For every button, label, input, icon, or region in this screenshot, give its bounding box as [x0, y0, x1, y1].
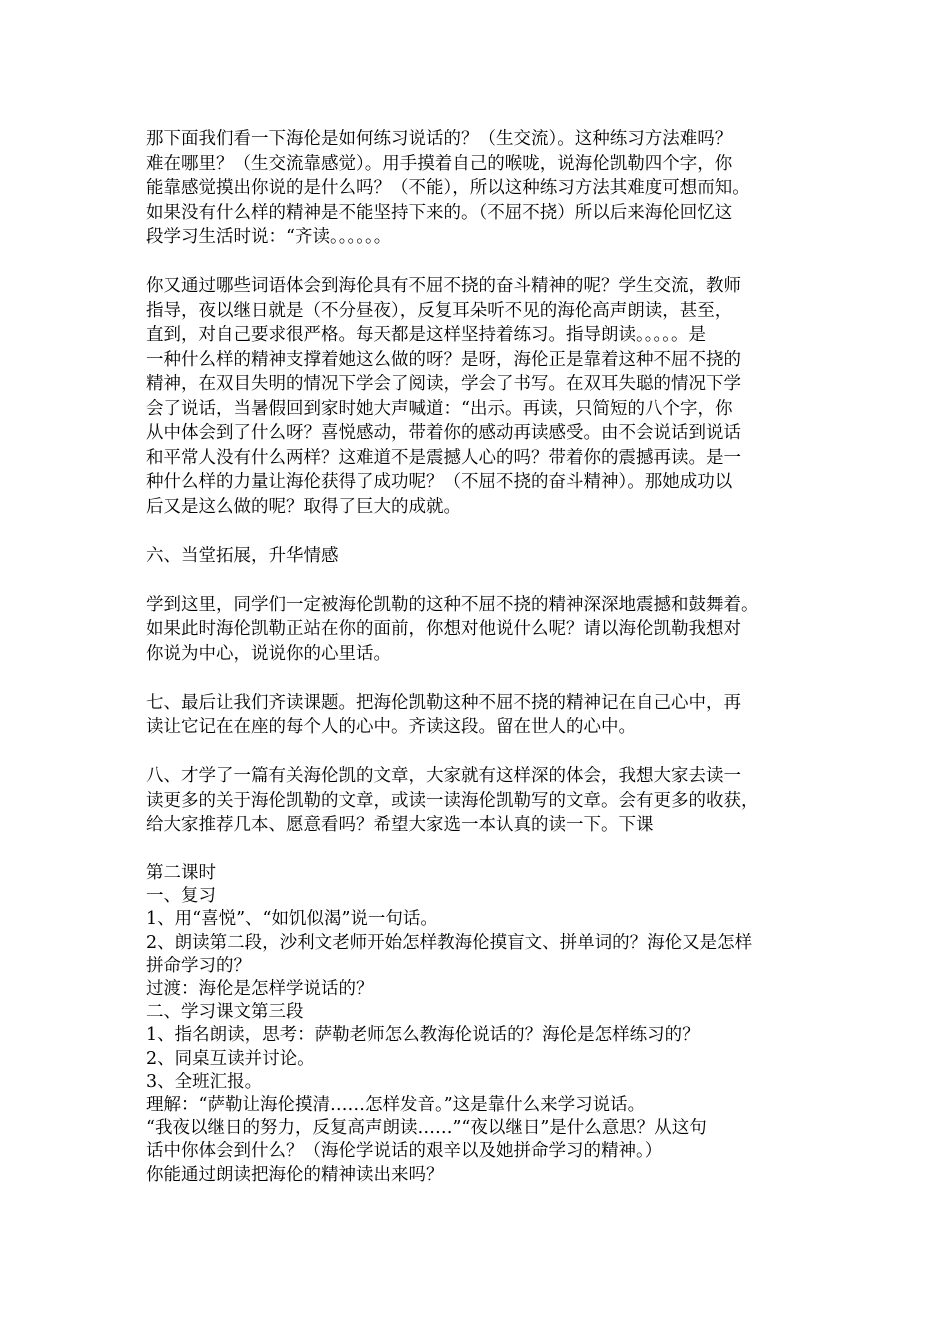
- paragraph-speaking-practice: 那下面我们看一下海伦是如何练习说话的？（生交流）。这种练习方法难吗？ 难在哪里？（生交流靠感觉）。用手摸着自己的喉咙，说海伦凯勒四个字，你 能靠感觉摸出你说的是什么吗？（不能），所以这种练习方法其难度可想而知。 如果没有什么样的精神是不能坚持下来的。（不屈不挠）所以后来海伦回忆这 段学习生活时说：“齐读。。。。。。: [146, 129, 750, 247]
- paragraph-extension: 学到这里，同学们一定被海伦凯勒的这种不屈不挠的精神深深地震撼和鼓舞着。 如果此时海伦凯勒正站在你的面前，你想对他说什么呢？请以海伦凯勒我想对 你说为中心，说说你的心里话。: [146, 594, 759, 664]
- lesson-line: 你能通过朗读把海伦的精神读出来吗？: [146, 1164, 444, 1185]
- section-heading-8: 八、才学了一篇有关海伦凯的文章，大家就有这样深的体会，我想大家去读一 读更多的关于海伦凯勒的文章，或读一读海伦凯勒写的文章。会有更多的收获， 给大家推荐几本、愿意看吗？希望大家选一本认真的读一下。下课: [146, 766, 759, 835]
- lesson-line: 二、学习课文第三段: [146, 1002, 304, 1023]
- lesson-line: 3、全班汇报。: [146, 1071, 263, 1092]
- document-page: [146, 127, 836, 1187]
- lesson-line: 一、复习: [146, 886, 216, 907]
- lesson-line: 2、同桌互读并讨论。: [146, 1048, 315, 1069]
- paragraph-perseverance-words: 你又通过哪些词语体会到海伦具有不屈不挠的奋斗精神的呢？学生交流，教师 指导，夜以继日就是（不分昼夜），反复耳朵听不见的海伦高声朗读，甚至， 直到，对自己要求很严格。每天都是这样坚持着练习。指导朗读。。。。。是 一种什么样的精神支撑着她这么做的呀？是呀，海伦正是靠着这种不屈不挠的 精神，在双目失明的情况下学会了阅读，学会了书写。在双耳失聪的情况下学 会了说话，当暑假回到家时她大声喊道：“出示。再读，只简短的八个字，你 从中体会到了什么呀？喜悦感动，带着你的感动再读感受。由不会说话到说话 和平常人没有什么两样？这难道不是震撼人心的吗？带着你的震撼再读。是一 种什么样的力量让海伦获得了成功呢？（不屈不挠的奋斗精神）。那她成功以 后又是这么做的呢？取得了巨大的成就。: [146, 276, 741, 517]
- lesson-line: 过渡：海伦是怎样学说话的？: [146, 979, 374, 1000]
- lesson-line: “我夜以继日的努力，反复高声朗读……”“夜以继日”是什么意思？从这句 话中你体会到什么？（海伦学说话的艰辛以及她拼命学习的精神。）: [146, 1118, 707, 1162]
- lesson-line: 理解：“萨勒让海伦摸清……怎样发音。”这是靠什么来学习说话。: [146, 1095, 646, 1116]
- section-heading-6: 六、当堂拓展，升华情感: [146, 545, 339, 566]
- lesson-line: 1、指名朗读，思考：萨勒老师怎么教海伦说话的？海伦是怎样练习的？: [146, 1025, 700, 1046]
- lesson-line: 2、朗读第二段，沙利文老师开始怎样教海伦摸盲文、拼单词的？海伦又是怎样 拼命学习的？: [146, 932, 753, 976]
- lesson-title: 第二课时: [146, 863, 216, 883]
- second-lesson-block: [146, 862, 836, 1187]
- lesson-line: 1、用“喜悦”、“如饥似渴”说一句话。: [146, 909, 438, 930]
- section-heading-7: 七、最后让我们齐读课题。把海伦凯勒这种不屈不挠的精神记在自己心中，再 读让它记在在座的每个人的心中。齐读这段。留在世人的心中。: [146, 692, 741, 737]
